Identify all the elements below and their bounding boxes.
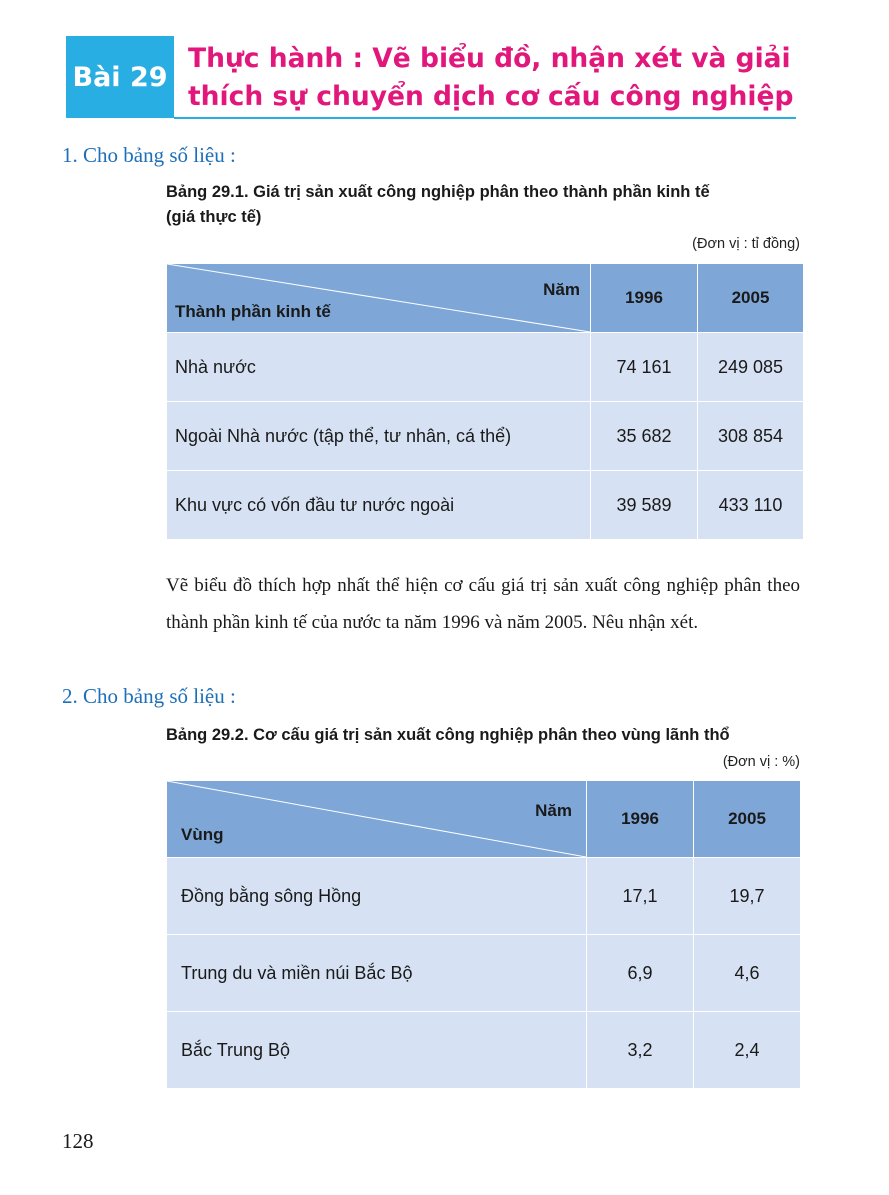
table1-unit: (Đơn vị : tỉ đồng) bbox=[692, 236, 800, 252]
year-header-2005: 2005 bbox=[698, 264, 804, 333]
year-header-1996: 1996 bbox=[587, 781, 694, 858]
year-header-2005: 2005 bbox=[694, 781, 801, 858]
title-underline bbox=[174, 117, 796, 119]
page-number: 128 bbox=[62, 1129, 94, 1153]
exercise-instruction: Vẽ biểu đồ thích hợp nhất thể hiện cơ cấu giá trị sản xuất công nghiệp phân theo thành phần kinh tế của nước ta năm 1996 và năm 2005. Nêu nhận xét. bbox=[166, 575, 800, 633]
cell-value: 6,9 bbox=[587, 935, 694, 1012]
corner-row-label: Vùng bbox=[181, 825, 224, 844]
row-label: Nhà nước bbox=[167, 333, 591, 402]
lesson-title bbox=[188, 40, 808, 116]
corner-year-label: Năm bbox=[543, 280, 580, 299]
cell-value: 74 161 bbox=[591, 333, 698, 402]
table2-corner-cell bbox=[167, 781, 587, 858]
table2-header-row bbox=[167, 781, 801, 858]
row-label: Bắc Trung Bộ bbox=[167, 1012, 587, 1089]
table-row bbox=[167, 1012, 801, 1089]
lesson-badge bbox=[66, 36, 174, 118]
table1-caption bbox=[166, 180, 800, 230]
table-row bbox=[167, 858, 801, 935]
cell-value: 2,4 bbox=[694, 1012, 801, 1089]
table2 bbox=[166, 780, 801, 1089]
year-header-1996: 1996 bbox=[591, 264, 698, 333]
table1-caption-line1: Bảng 29.1. Giá trị sản xuất công nghiệp phân theo thành phần kinh tế bbox=[166, 183, 710, 201]
table-row bbox=[167, 402, 804, 471]
cell-value: 17,1 bbox=[587, 858, 694, 935]
cell-value: 249 085 bbox=[698, 333, 804, 402]
cell-value: 433 110 bbox=[698, 471, 804, 540]
row-label: Khu vực có vốn đầu tư nước ngoài bbox=[167, 471, 591, 540]
corner-row-label: Thành phần kinh tế bbox=[175, 302, 331, 321]
table1-header-row bbox=[167, 264, 804, 333]
table2-caption: Bảng 29.2. Cơ cấu giá trị sản xuất công nghiệp phân theo vùng lãnh thổ bbox=[166, 726, 730, 744]
row-label: Đồng bằng sông Hồng bbox=[167, 858, 587, 935]
cell-value: 39 589 bbox=[591, 471, 698, 540]
table-row bbox=[167, 471, 804, 540]
cell-value: 19,7 bbox=[694, 858, 801, 935]
table-row bbox=[167, 935, 801, 1012]
section1-heading: 1. Cho bảng số liệu : bbox=[62, 143, 236, 167]
corner-year-label: Năm bbox=[535, 801, 572, 820]
row-label: Ngoài Nhà nước (tập thể, tư nhân, cá thể) bbox=[167, 402, 591, 471]
section2-heading: 2. Cho bảng số liệu : bbox=[62, 684, 236, 708]
diagonal-divider bbox=[167, 781, 586, 857]
cell-value: 4,6 bbox=[694, 935, 801, 1012]
cell-value: 308 854 bbox=[698, 402, 804, 471]
cell-value: 3,2 bbox=[587, 1012, 694, 1089]
table1 bbox=[166, 263, 804, 540]
lesson-title-line1: Thực hành : Vẽ biểu đồ, nhận xét và giải bbox=[188, 43, 791, 74]
lesson-title-line2: thích sự chuyển dịch cơ cấu công nghiệp bbox=[188, 81, 794, 112]
lesson-number: Bài 29 bbox=[72, 61, 168, 93]
cell-value: 35 682 bbox=[591, 402, 698, 471]
table-row bbox=[167, 333, 804, 402]
row-label: Trung du và miền núi Bắc Bộ bbox=[167, 935, 587, 1012]
table1-caption-line2: (giá thực tế) bbox=[166, 208, 262, 226]
table1-corner-cell bbox=[167, 264, 591, 333]
table2-unit: (Đơn vị : %) bbox=[722, 754, 800, 770]
